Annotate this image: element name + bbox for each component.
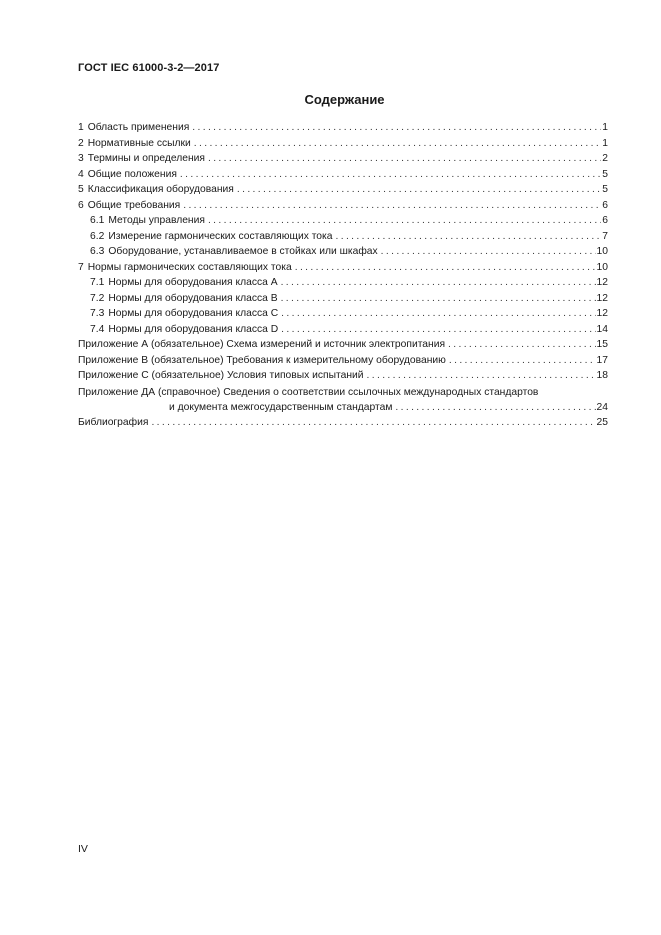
document-code: ГОСТ IEC 61000-3-2—2017 (78, 62, 220, 74)
toc-entry-page: 1 (602, 122, 608, 133)
toc-entry[interactable] (78, 151, 608, 167)
toc-entry-number: 7.4 (90, 323, 105, 335)
toc-entry-page: 2 (602, 153, 608, 164)
toc-entry-title: Область применения (87, 122, 190, 133)
toc-appendix-entry[interactable] (78, 337, 608, 353)
toc-entry-title: Классификация оборудования (87, 184, 234, 195)
toc-entry-page: 17 (596, 354, 608, 366)
toc-appendix-entry[interactable] (78, 353, 608, 369)
toc-entry-title: Измерение гармонических составляющих тока (108, 230, 333, 242)
toc-entry-number: 2 (78, 137, 84, 149)
dot-leader (395, 400, 595, 416)
toc-entry[interactable] (78, 167, 608, 183)
dot-leader (180, 167, 601, 183)
dot-leader (192, 120, 601, 136)
toc-bibliography-entry[interactable] (78, 415, 608, 431)
toc-subentry[interactable] (78, 306, 608, 322)
dot-leader (367, 368, 596, 384)
toc-entry-page: 6 (602, 215, 608, 226)
page-number: IV (78, 843, 88, 855)
toc-entry[interactable] (78, 120, 608, 136)
toc-subentry[interactable] (78, 275, 608, 291)
dot-leader (208, 213, 601, 229)
toc-entry-title: Приложение С (обязательное) Условия типовых испытаний (78, 370, 364, 381)
toc-entry-page: 18 (596, 370, 608, 381)
dot-leader (237, 182, 601, 198)
toc-entry-page: 12 (596, 292, 608, 304)
toc-entry-page: 5 (602, 184, 608, 195)
toc-entry-number: 6.2 (90, 230, 105, 242)
toc-subentry[interactable] (78, 244, 608, 260)
toc-entry-title: Нормы для оборудования класса D (108, 323, 279, 335)
toc-entry-title: Нормы для оборудования класса А (108, 277, 278, 288)
toc-entry-page: 1 (602, 137, 608, 149)
toc-entry-title: Нормы для оборудования класса С (108, 308, 279, 319)
toc-entry-title: Методы управления (108, 215, 205, 226)
toc-entry-number: 6 (78, 199, 84, 211)
toc-entry-number: 7.1 (90, 277, 105, 288)
toc-entry-page: 7 (602, 230, 608, 242)
toc-entry-title: Нормативные ссылки (87, 137, 191, 149)
toc-entry-title: Приложение А (обязательное) Схема измерений и источник электропитания (78, 339, 446, 350)
toc-entry-page: 10 (596, 261, 608, 273)
toc-entry-title: Общие требования (87, 199, 181, 211)
toc-subentry[interactable] (78, 291, 608, 307)
toc-entry-number: 4 (78, 168, 84, 180)
toc-subentry[interactable] (78, 229, 608, 245)
toc-entry-title: Нормы для оборудования класса В (108, 292, 278, 304)
toc-entry-page: 15 (596, 339, 608, 350)
toc-entry-number: 7 (78, 261, 84, 273)
toc-entry-number: 3 (78, 153, 84, 164)
dot-leader (281, 291, 596, 307)
toc-entry-page: 12 (596, 277, 608, 288)
toc-entry-title: Библиография (78, 417, 149, 428)
toc-appendix-entry[interactable] (78, 368, 608, 384)
table-of-contents (78, 120, 608, 431)
toc-entry-number: 6.1 (90, 215, 105, 226)
toc-subentry[interactable] (78, 322, 608, 338)
dot-leader (336, 229, 602, 245)
toc-entry-page: 24 (596, 401, 608, 413)
toc-entry-page: 14 (596, 323, 608, 335)
toc-entry-number: 1 (78, 122, 84, 133)
toc-entry-page: 10 (596, 246, 608, 257)
toc-entry-number: 7.3 (90, 308, 105, 319)
toc-entry[interactable] (78, 136, 608, 152)
toc-entry-title: Общие положения (87, 168, 177, 180)
dot-leader (449, 353, 596, 369)
dot-leader (281, 322, 595, 338)
toc-entry-number: 5 (78, 184, 84, 195)
dot-leader (281, 306, 595, 322)
dot-leader (151, 415, 595, 431)
toc-entry-page: 25 (596, 417, 608, 428)
toc-entry-title: Приложение ДА (справочное) Сведения о соответствии ссылочных международных стандартов (78, 386, 539, 398)
toc-entry-page: 12 (596, 308, 608, 319)
toc-entry[interactable] (78, 260, 608, 276)
dot-leader (194, 136, 601, 152)
toc-title: Содержание (304, 92, 385, 107)
toc-entry-number: 7.2 (90, 292, 105, 304)
dot-leader (448, 337, 595, 353)
dot-leader (183, 198, 601, 214)
dot-leader (208, 151, 601, 167)
dot-leader (381, 244, 596, 260)
dot-leader (281, 275, 596, 291)
toc-entry-page: 6 (602, 199, 608, 211)
toc-entry-title-continued: и документа межгосударственным стандартам (169, 401, 393, 413)
toc-entry[interactable] (78, 198, 608, 214)
dot-leader (295, 260, 596, 276)
toc-appendix-entry-line2[interactable] (78, 400, 608, 416)
toc-entry-page: 5 (602, 168, 608, 180)
toc-entry-number: 6.3 (90, 246, 105, 257)
toc-entry-title: Термины и определения (87, 153, 205, 164)
toc-entry[interactable] (78, 182, 608, 198)
toc-entry-title: Оборудование, устанавливаемое в стойках или шкафах (108, 246, 378, 257)
toc-subentry[interactable] (78, 213, 608, 229)
toc-entry-title: Нормы гармонических составляющих тока (87, 261, 292, 273)
toc-appendix-entry-line1[interactable] (78, 386, 608, 400)
toc-entry-title: Приложение В (обязательное) Требования к измерительному оборудованию (78, 354, 446, 366)
